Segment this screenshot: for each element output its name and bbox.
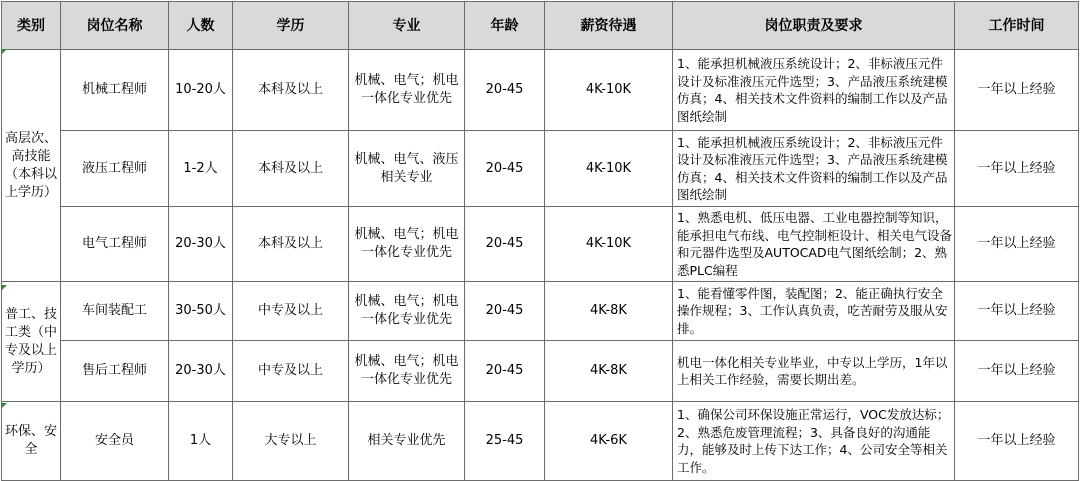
count-cell: 30-50人: [169, 282, 233, 341]
age-cell: 20-45: [465, 341, 545, 402]
age-cell: 20-45: [465, 282, 545, 341]
work-time-cell: 一年以上经验: [955, 282, 1079, 341]
position-cell: 售后工程师: [61, 341, 169, 402]
major-cell: 相关专业优先: [349, 402, 465, 481]
table-row: [2, 402, 1079, 481]
recruitment-table: [1, 1, 1079, 481]
salary-cell: 4K-10K: [545, 207, 673, 282]
header-duty: 岗位职责及要求: [673, 2, 955, 50]
major-cell: 机械、电气；机电一体化专业优先: [349, 341, 465, 402]
count-cell: 1-2人: [169, 131, 233, 207]
table-row: [2, 50, 1079, 131]
education-cell: 本科及以上: [233, 131, 349, 207]
category-cell: 高层次、高技能（本科以上学历）: [2, 50, 61, 282]
education-cell: 本科及以上: [233, 50, 349, 131]
position-cell: 安全员: [61, 402, 169, 481]
header-salary: 薪资待遇: [545, 2, 673, 50]
age-cell: 20-45: [465, 207, 545, 282]
work-time-cell: 一年以上经验: [955, 207, 1079, 282]
count-cell: 20-30人: [169, 207, 233, 282]
age-cell: 20-45: [465, 50, 545, 131]
major-cell: 机械、电气；机电一体化专业优先: [349, 207, 465, 282]
position-cell: 电气工程师: [61, 207, 169, 282]
header-age: 年龄: [465, 2, 545, 50]
education-cell: 中专及以上: [233, 341, 349, 402]
salary-cell: 4K-10K: [545, 50, 673, 131]
education-cell: 中专及以上: [233, 282, 349, 341]
header-position: 岗位名称: [61, 2, 169, 50]
major-cell: 机械、电气；机电一体化专业优先: [349, 282, 465, 341]
cell-comment-marker: [2, 49, 7, 54]
cell-comment-marker: [2, 403, 7, 408]
age-cell: 25-45: [465, 402, 545, 481]
table-row: [2, 207, 1079, 282]
count-cell: 20-30人: [169, 341, 233, 402]
education-cell: 本科及以上: [233, 207, 349, 282]
header-category: 类别: [2, 2, 61, 50]
count-cell: 10-20人: [169, 50, 233, 131]
duty-cell: 1、能看懂零件图，装配图；2、能正确执行安全操作规程；3、工作认真负责，吃苦耐劳及服从安排。: [673, 282, 955, 341]
count-cell: 1人: [169, 402, 233, 481]
work-time-cell: 一年以上经验: [955, 131, 1079, 207]
position-cell: 液压工程师: [61, 131, 169, 207]
duty-cell: 机电一体化相关专业毕业，中专以上学历，1年以上相关工作经验，需要长期出差。: [673, 341, 955, 402]
salary-cell: 4K-10K: [545, 131, 673, 207]
header-education: 学历: [233, 2, 349, 50]
duty-cell: 1、确保公司环保设施正常运行，VOC发放达标；2、熟悉危废管理流程；3、具备良好的沟通能力，能够及时上传下达工作；4、公司安全等相关工作。: [673, 402, 955, 481]
category-cell: 普工、技工类（中专及以上学历）: [2, 282, 61, 402]
table-row: [2, 131, 1079, 207]
duty-cell: 1、能承担机械液压系统设计；2、非标液压元件设计及标准液压元件选型；3、产品液压系统建模仿真；4、相关技术文件资料的编制工作以及产品图纸绘制: [673, 131, 955, 207]
cell-comment-marker: [2, 285, 7, 290]
major-cell: 机械、电气、液压相关专业: [349, 131, 465, 207]
duty-cell: 1、能承担机械液压系统设计；2、非标液压元件设计及标准液压元件选型；3、产品液压系统建模仿真；4、相关技术文件资料的编制工作以及产品图纸绘制: [673, 50, 955, 131]
header-major: 专业: [349, 2, 465, 50]
table-row: [2, 341, 1079, 402]
salary-cell: 4K-6K: [545, 402, 673, 481]
header-count: 人数: [169, 2, 233, 50]
age-cell: 20-45: [465, 131, 545, 207]
position-cell: 车间装配工: [61, 282, 169, 341]
header-work-time: 工作时间: [955, 2, 1079, 50]
salary-cell: 4K-8K: [545, 282, 673, 341]
position-cell: 机械工程师: [61, 50, 169, 131]
work-time-cell: 一年以上经验: [955, 402, 1079, 481]
duty-cell: 1、熟悉电机、低压电器、工业电器控制等知识，能承担电气布线、电气控制柜设计、相关电气设备和元器件选型及AUTOCAD电气图纸绘制；2、熟悉PLC编程: [673, 207, 955, 282]
header-row: [2, 2, 1079, 50]
education-cell: 大专以上: [233, 402, 349, 481]
major-cell: 机械、电气；机电一体化专业优先: [349, 50, 465, 131]
work-time-cell: 一年以上经验: [955, 50, 1079, 131]
work-time-cell: 一年以上经验: [955, 341, 1079, 402]
category-cell: 环保、安全: [2, 402, 61, 481]
salary-cell: 4K-8K: [545, 341, 673, 402]
table-row: [2, 282, 1079, 341]
